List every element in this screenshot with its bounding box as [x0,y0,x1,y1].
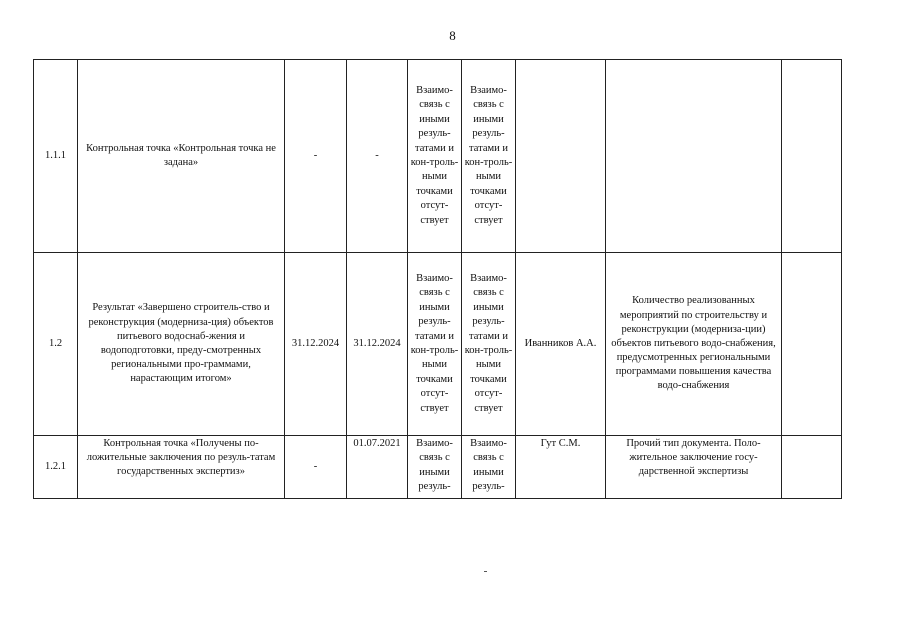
row-number: 1.2 [34,253,78,436]
end-date: 31.12.2024 [347,253,408,436]
relation-cell: Взаимо-связь с иными резуль-татами и кон-троль-ными точками отсут-ствует [408,60,462,253]
table-row [34,436,842,499]
table-row [34,253,842,436]
row-name: Контрольная точка «Получены по-ложительные заключения по резуль-татам государственных экспертиз» [78,436,285,499]
page-number: 8 [449,28,456,43]
scan-speck [484,571,487,572]
description-cell [606,60,782,253]
relation-cell: Взаимо-связь с иными резуль-татами и кон-троль-ными точками отсут-ствует [408,253,462,436]
end-date: 01.07.2021 [347,436,408,499]
extra-cell [782,60,842,253]
start-date: 31.12.2024 [285,253,347,436]
plan-table [33,59,842,499]
extra-cell [782,253,842,436]
relation-text: Взаимо-связь с иными резуль- [416,438,453,493]
end-date: - [347,60,408,253]
responsible-cell: Иванников А.А. [516,253,606,436]
responsible-cell: Гут С.М. [516,436,606,499]
relation-cell: Взаимо-связь с иными резуль-татами и кон-троль-ными точками отсут-ствует [462,253,516,436]
responsible-cell [516,60,606,253]
relation-text: Взаимо-связь с иными резуль- [470,438,507,493]
row-name: Контрольная точка «Контрольная точка не задана» [78,60,285,253]
table-row [34,60,842,253]
start-date: - [285,60,347,253]
extra-cell [782,436,842,499]
description-cell: Прочий тип документа. Поло-жительное заключение госу-дарственной экспертизы [606,436,782,499]
relation-cell [408,436,462,499]
description-cell: Количество реализованных мероприятий по строительству и реконструкции (модерниза-ции) объектов питьевого водо-снабжения, предусмотренных региональными программами повышения качества водо-снабжения [606,253,782,436]
relation-cell [462,436,516,499]
relation-cell: Взаимо-связь с иными резуль-татами и кон-троль-ными точками отсут-ствует [462,60,516,253]
start-date: - [285,436,347,499]
row-number: 1.2.1 [34,436,78,499]
row-name: Результат «Завершено строитель-ство и реконструкция (модерниза-ция) объектов питьевого водоснаб-жения и водоподготовки, преду-смотренных региональными про-граммами, нарастающим итогом» [78,253,285,436]
row-number: 1.1.1 [34,60,78,253]
